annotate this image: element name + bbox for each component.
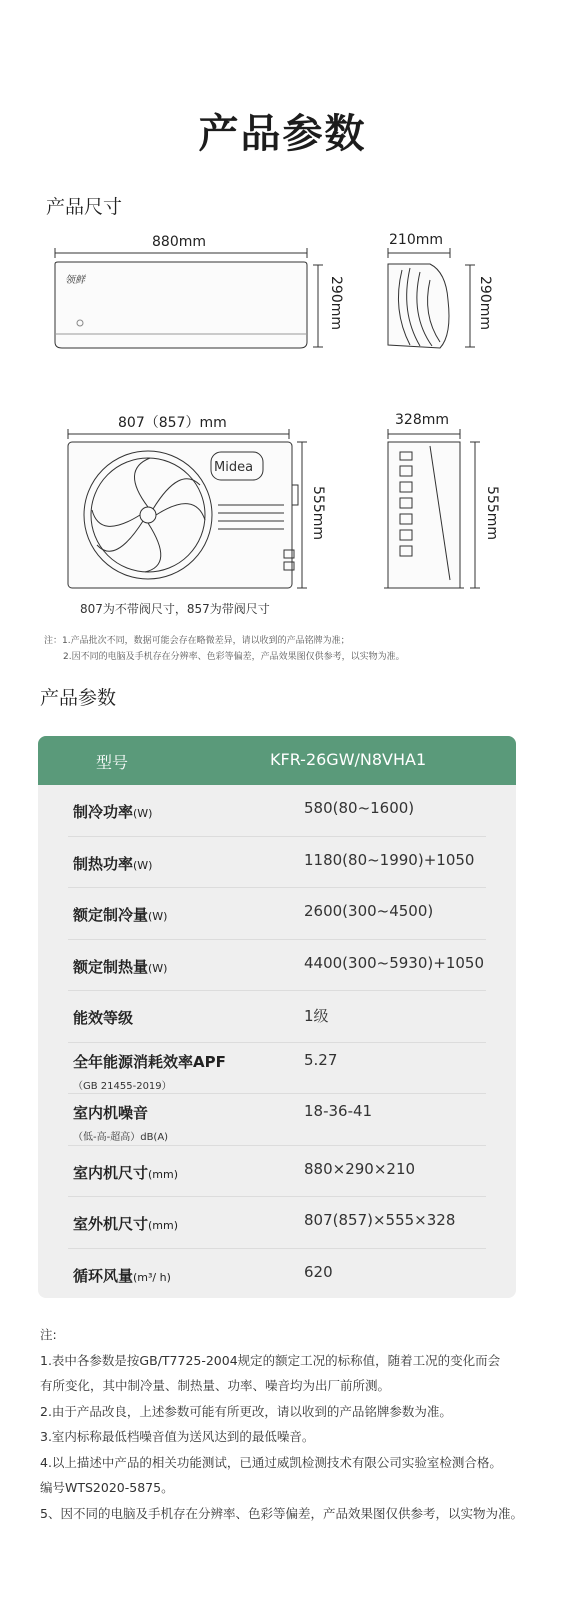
indoor-width-label: 880mm bbox=[152, 234, 206, 250]
outdoor-logo: Midea bbox=[214, 460, 254, 475]
dimension-note-2: 2.因不同的电脑及手机存在分辨率、色彩等偏差，产品效果图仅供参考，以实物为准。 bbox=[63, 652, 405, 662]
indoor-unit-side bbox=[388, 248, 475, 348]
table-row bbox=[38, 1146, 516, 1198]
outdoor-height-label: 555mm bbox=[310, 486, 326, 540]
note-line: 2.由于产品改良，上述参数可能有所更改，请以收到的产品铭牌参数为准。 bbox=[40, 1403, 452, 1419]
table-row bbox=[38, 1197, 516, 1249]
row-value: 5.27 bbox=[304, 1050, 338, 1069]
dimensions-heading: 产品尺寸 bbox=[46, 196, 123, 218]
row-value: 880×290×210 bbox=[304, 1159, 416, 1178]
row-unit: (W) bbox=[133, 807, 153, 820]
row-label: 额定制冷量 bbox=[73, 906, 149, 924]
params-table-header bbox=[38, 736, 516, 785]
outdoor-width-label: 807（857）mm bbox=[118, 415, 227, 431]
row-value: 2600(300~4500) bbox=[304, 902, 434, 920]
row-label: 室内机尺寸 bbox=[73, 1163, 149, 1182]
outdoor-unit-front bbox=[68, 429, 307, 588]
table-row bbox=[38, 785, 516, 837]
indoor-height-label: 290mm bbox=[328, 276, 344, 330]
row-unit: (mm) bbox=[148, 1219, 179, 1232]
row-label: 制热功率 bbox=[73, 854, 134, 873]
row-sublabel: （GB 21455-2019） bbox=[73, 1080, 172, 1092]
row-unit: (W) bbox=[133, 858, 153, 872]
outdoor-dimension-note: 807为不带阀尺寸，857为带阀尺寸 bbox=[80, 602, 270, 616]
row-label: 能效等级 bbox=[73, 1009, 134, 1027]
model-label: 型号 bbox=[96, 753, 129, 772]
indoor-side-height-label: 290mm bbox=[477, 276, 493, 330]
row-sublabel: （低-高-超高）dB(A) bbox=[73, 1132, 169, 1143]
note-line: 有所变化，其中制冷量、制热量、功率、噪音均为出厂前所测。 bbox=[40, 1378, 391, 1393]
row-label: 循环风量 bbox=[73, 1266, 134, 1285]
row-value: 4400(300~5930)+1050 bbox=[304, 953, 484, 972]
row-unit: (mm) bbox=[148, 1167, 179, 1181]
row-label: 额定制热量 bbox=[73, 957, 149, 976]
params-heading: 产品参数 bbox=[40, 687, 117, 709]
row-label: 全年能源消耗效率APF bbox=[73, 1052, 226, 1071]
params-rows bbox=[38, 785, 516, 1298]
params-table bbox=[38, 736, 516, 1298]
row-unit: (m³/ h) bbox=[133, 1270, 171, 1284]
table-row bbox=[38, 888, 516, 940]
note-line: 5、因不同的电脑及手机存在分辨率、色彩等偏差，产品效果图仅供参考，以实物为准。 bbox=[40, 1505, 523, 1521]
row-value: 620 bbox=[304, 1262, 333, 1281]
indoor-depth-label: 210mm bbox=[389, 232, 443, 248]
row-unit: (W) bbox=[148, 961, 168, 975]
dimension-notes bbox=[44, 633, 405, 665]
model-value: KFR-26GW/N8VHA1 bbox=[270, 750, 427, 769]
footer-notes bbox=[40, 1322, 530, 1526]
row-value: 1级 bbox=[304, 1007, 329, 1025]
indoor-logo: 领鲜 bbox=[65, 275, 85, 286]
row-unit: (W) bbox=[148, 910, 168, 923]
outdoor-unit-side bbox=[384, 429, 480, 588]
outdoor-side-height-label: 555mm bbox=[484, 486, 500, 540]
row-label: 制冷功率 bbox=[73, 803, 134, 821]
row-value: 807(857)×555×328 bbox=[304, 1211, 456, 1229]
table-row bbox=[38, 1043, 516, 1095]
notes-title: 注: bbox=[40, 1327, 57, 1342]
row-label: 室外机尺寸 bbox=[73, 1215, 149, 1233]
table-row bbox=[38, 1249, 516, 1299]
outdoor-depth-label: 328mm bbox=[395, 412, 449, 428]
table-row bbox=[38, 940, 516, 992]
note-line: 编号WTS2020-5875。 bbox=[40, 1480, 174, 1495]
table-row bbox=[38, 837, 516, 889]
indoor-unit-front bbox=[55, 248, 323, 348]
dimension-note-1: 注：1.产品批次不同，数据可能会存在略微差异，请以收到的产品铭牌为准； bbox=[44, 636, 350, 646]
dimension-drawings bbox=[0, 220, 565, 620]
note-line: 4.以上描述中产品的相关功能测试，已通过威凯检测技术有限公司实验室检测合格。 bbox=[40, 1454, 502, 1470]
note-line: 1.表中各参数是按GB/T7725-2004规定的额定工况的标称值，随着工况的变化而会 bbox=[40, 1352, 501, 1368]
note-line: 3.室内标称最低档噪音值为送风达到的最低噪音。 bbox=[40, 1429, 315, 1444]
row-value: 1180(80~1990)+1050 bbox=[304, 850, 475, 869]
page-title: 产品参数 bbox=[198, 111, 367, 157]
table-row bbox=[38, 991, 516, 1043]
row-label: 室内机噪音 bbox=[73, 1104, 149, 1122]
row-value: 18-36-41 bbox=[304, 1102, 373, 1120]
table-row bbox=[38, 1094, 516, 1146]
row-value: 580(80~1600) bbox=[304, 799, 415, 817]
